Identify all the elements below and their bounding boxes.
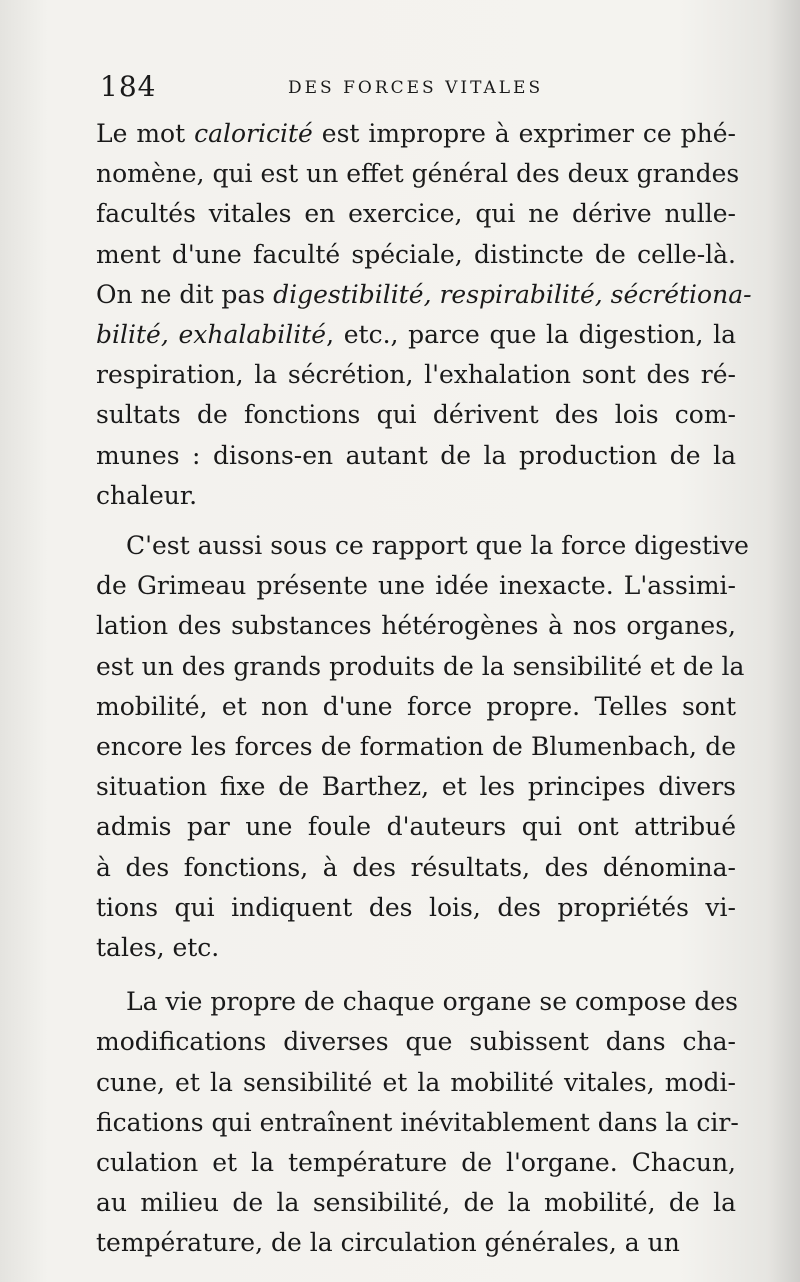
text-run: Le mot — [96, 119, 195, 148]
text-run: au milieu de la sensibilité, de la mobilité, de la — [96, 1188, 736, 1218]
text-line — [96, 275, 752, 315]
text-line — [96, 436, 736, 476]
text-run: situation fixe de Barthez, et les principes divers — [96, 772, 736, 802]
text-line — [96, 727, 736, 767]
text-line — [96, 395, 736, 435]
text-line — [96, 315, 736, 355]
text-line — [96, 114, 736, 154]
text-line — [96, 1143, 736, 1183]
text-run: respiration, la sécrétion, l'exhalation sont des ré- — [96, 360, 736, 390]
paragraph — [96, 526, 749, 968]
text-run: sultats de fonctions qui dérivent des lois com- — [96, 400, 736, 430]
text-line — [96, 982, 736, 1022]
text-line — [96, 1223, 736, 1263]
text-line — [96, 647, 745, 687]
running-head: DES FORCES VITALES — [288, 78, 544, 98]
text-run: modifications diverses que subissent dans cha- — [96, 1027, 736, 1057]
text-line — [96, 1103, 739, 1143]
text-line — [96, 235, 736, 275]
body-text — [96, 114, 752, 1264]
text-run: culation et la température de l'organe. Chacun, — [96, 1148, 736, 1178]
text-line — [96, 154, 740, 194]
text-run: cune, et la sensibilité et la mobilité vitales, modi- — [96, 1067, 736, 1097]
text-line — [96, 1022, 736, 1062]
text-run: température, de la circulation générales, a un — [96, 1228, 680, 1258]
page-header — [100, 70, 740, 106]
text-run: ment d'une faculté spéciale, distincte de celle-là. — [96, 239, 736, 269]
text-run: On ne dit pas — [96, 279, 274, 309]
text-line — [96, 1183, 736, 1223]
text-run: nomène, qui est un effet général des deux grandes — [96, 159, 740, 189]
text-run: admis par une foule d'auteurs qui ont attribué — [96, 812, 736, 842]
text-run: encore les forces de formation de Blumenbach, de — [96, 732, 736, 762]
italic-run: caloricité — [194, 119, 313, 148]
text-run: lation des substances hétérogènes à nos organes, — [96, 611, 736, 641]
text-run: chaleur. — [96, 480, 198, 510]
text-line — [96, 807, 736, 847]
italic-run: digestibilité, respirabilité, sécrétiona- — [273, 279, 752, 309]
text-line — [96, 194, 736, 234]
text-line — [96, 767, 736, 807]
text-line — [96, 888, 736, 928]
text-run: mobilité, et non d'une force propre. Telles sont — [96, 691, 736, 721]
text-line — [96, 566, 736, 606]
page-number: 184 — [100, 70, 157, 103]
text-line — [96, 526, 749, 566]
text-run: La vie propre de chaque organe se compose des — [126, 987, 738, 1017]
text-run: facultés vitales en exercice, qui ne dérive nulle- — [96, 199, 736, 229]
paragraph-gap — [96, 516, 736, 526]
text-run: à des fonctions, à des résultats, des dénomina- — [96, 852, 736, 882]
text-run: tales, etc. — [96, 933, 220, 963]
text-line — [96, 687, 736, 727]
text-line — [96, 928, 736, 968]
paragraph — [96, 114, 752, 516]
text-run: est un des grands produits de la sensibilité et de la — [96, 651, 745, 681]
text-line — [96, 606, 736, 646]
text-run: est impropre à exprimer ce phé- — [312, 119, 736, 148]
text-run: , etc., parce que la digestion, la — [326, 320, 736, 350]
text-run: de Grimeau présente une idée inexacte. L'assimi- — [96, 571, 736, 601]
text-run: C'est aussi sous ce rapport que la force digestive — [126, 531, 749, 561]
text-run: tions qui indiquent des lois, des propriétés vi- — [96, 892, 736, 922]
text-line — [96, 848, 736, 888]
italic-run: bilité, exhalabilité — [96, 320, 327, 350]
text-run: munes : disons-en autant de la production de la — [96, 440, 736, 470]
paragraph — [96, 982, 739, 1263]
paragraph-gap — [96, 968, 736, 982]
text-line — [96, 355, 736, 395]
text-line — [96, 476, 736, 516]
text-line — [96, 1063, 736, 1103]
text-run: fications qui entraînent inévitablement dans la cir- — [96, 1107, 739, 1137]
